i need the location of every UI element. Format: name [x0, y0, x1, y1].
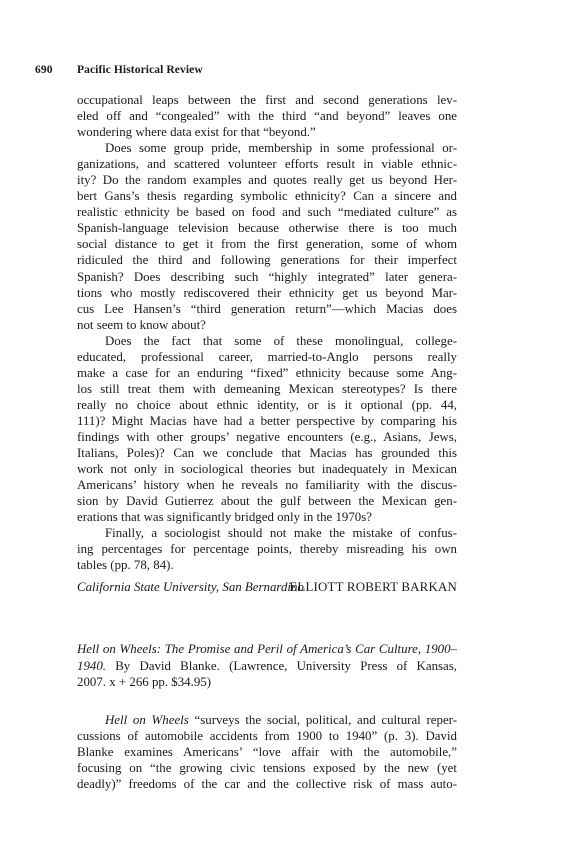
text-line: not seem to know about? [77, 317, 206, 332]
text-line: deadly)” freedoms of the car and the collective risk of mass auto- [77, 776, 457, 791]
text-line: tions who mostly rediscovered their ethnicity get us beyond Mar- [77, 285, 457, 300]
text-line: eled off and “congealed” with the third “and beyond” leaves one [77, 109, 457, 124]
text-line: social distance to get it from the first generation, some of whom [77, 237, 457, 252]
book-title-inline: Hell on Wheels [105, 712, 189, 727]
book-title-end: 1940. [77, 658, 107, 673]
text-line: findings with other groups’ negative encounters (e.g., Asians, Jews, [77, 429, 457, 444]
text-line: ridiculed the third and following generations for their imperfect [77, 253, 457, 268]
text-line: tables (pp. 78, 84). [77, 558, 174, 573]
text-line: cussions of automobile accidents from 1900 to 1940” (p. 3). David [77, 728, 457, 743]
text-line: realistic ethnicity be based on food and such “mediated culture” as [77, 205, 457, 220]
text-line: Does the fact that some of these monolingual, college- [105, 333, 457, 348]
text-line: occupational leaps between the first and second generations lev- [77, 93, 457, 107]
reviewer-name: ELLIOTT ROBERT BARKAN [289, 580, 457, 595]
book-title: Hell on Wheels: The Promise and Peril of America’s Car Culture, 1900– [77, 642, 457, 657]
running-head [35, 64, 203, 76]
text-line: sion by David Gutierrez about the gulf between the Mexican gen- [77, 494, 457, 509]
page-number: 690 [35, 64, 53, 76]
text-line: Italians, Poles)? Can we conclude that Macias has grounded this [77, 446, 457, 461]
text-fragment: “surveys the social, political, and cultural reper- [188, 712, 457, 727]
citation-details: By David Blanke. (Lawrence, University Press of Kansas, [106, 658, 457, 673]
text-line: ity? Do the random examples and quotes really get us beyond Her- [77, 173, 457, 188]
text-line: Spanish? Does describing such “highly integrated” later genera- [77, 269, 457, 284]
body-text [77, 92, 457, 792]
reviewer-affiliation: California State University, San Bernardino [77, 580, 304, 595]
text-line: los still treat them with demeaning Mexican stereotypes? Is there [77, 381, 457, 396]
text-line: cus Lee Hansen’s “third generation return”—which Macias does [77, 301, 457, 316]
text-line [77, 712, 457, 728]
text-line: work not only in sociological theories but inadequately in Mexican [77, 462, 457, 477]
text-line: educated, professional career, married-to-Anglo persons really [77, 349, 457, 364]
text-line: make a case for an enduring “fixed” ethnicity because some Ang- [77, 365, 457, 380]
text-line: erations that was significantly bridged only in the 1970s? [77, 510, 372, 525]
journal-title: Pacific Historical Review [77, 64, 203, 76]
citation-line [77, 641, 457, 657]
text-line: Blanke examines Americans’ “love affair with the automobile,” [77, 744, 457, 759]
text-line: 111)? Might Macias have had a better perspective by comparing his [77, 413, 457, 428]
text-line: Spanish-language television because otherwise there is too much [77, 221, 457, 236]
text-line: ing percentages for percentage points, thereby misreading his own [77, 542, 457, 557]
citation-line [77, 658, 457, 674]
text-line: Finally, a sociologist should not make the mistake of confus- [105, 526, 457, 541]
text-line: really no choice about ethnic identity, or is it optional (pp. 44, [77, 397, 457, 412]
text-line: ganizations, and scattered volunteer efforts result in viable ethnic- [77, 157, 457, 172]
text-line: bert Gans’s thesis regarding symbolic ethnicity? Can a sincere and [77, 189, 457, 204]
citation-line: 2007. x + 266 pp. $34.95) [77, 674, 212, 689]
text-line: focusing on “the growing civic tensions exposed by the new (yet [77, 760, 457, 775]
text-line: Does some group pride, membership in some professional or- [105, 141, 457, 156]
text-line: Americans’ history when he reveals no familiarity with the discus- [77, 478, 457, 493]
text-line: wondering where data exist for that “beyond.” [77, 125, 316, 140]
reviewer-signature [77, 579, 457, 595]
